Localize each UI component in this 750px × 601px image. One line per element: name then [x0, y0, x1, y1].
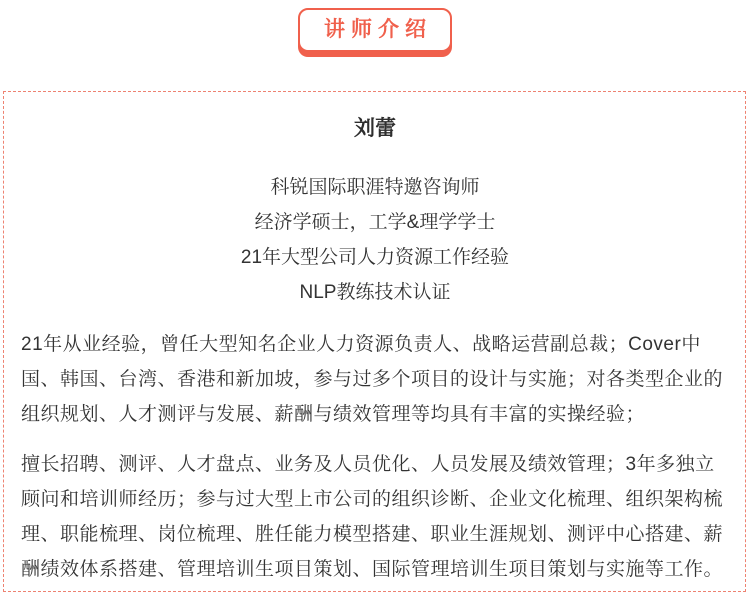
credential-line: 科锐国际职涯特邀咨询师 — [270, 177, 480, 198]
section-heading-label: 讲师介绍 — [324, 18, 432, 41]
credential-line: 经济学硕士，工学&理学学士 — [254, 212, 496, 233]
lecturer-card — [3, 91, 746, 592]
lecturer-name: 刘蕾 — [354, 117, 396, 140]
section-heading-badge — [298, 8, 452, 52]
bio-paragraph-2: 擅长招聘、测评、人才盘点、业务及人员优化、人员发展及绩效管理；3年多独立顾问和培训师经历；参与过大型上市公司的组织诊断、企业文化梳理、组织架构梳理、职能梳理、岗位梳理、胜任能力模型搭建、职业生涯规划、测评中心搭建、薪酬绩效体系搭建、管理培训生项目策划、国际管理培训生项目策划与实施等工作。 — [21, 454, 724, 580]
credentials-block — [21, 170, 729, 310]
bio-paragraph-1: 21年从业经验，曾任大型知名企业人力资源负责人、战略运营副总裁；Cover中国、韩国、台湾、香港和新加坡，参与过多个项目的设计与实施；对各类型企业的组织规划、人才测评与发展、薪酬与绩效管理等均具有丰富的实操经验； — [21, 334, 724, 425]
credential-line: NLP教练技术认证 — [299, 282, 451, 303]
section-heading-wrap — [0, 0, 750, 52]
credential-line: 21年大型公司人力资源工作经验 — [240, 247, 510, 268]
